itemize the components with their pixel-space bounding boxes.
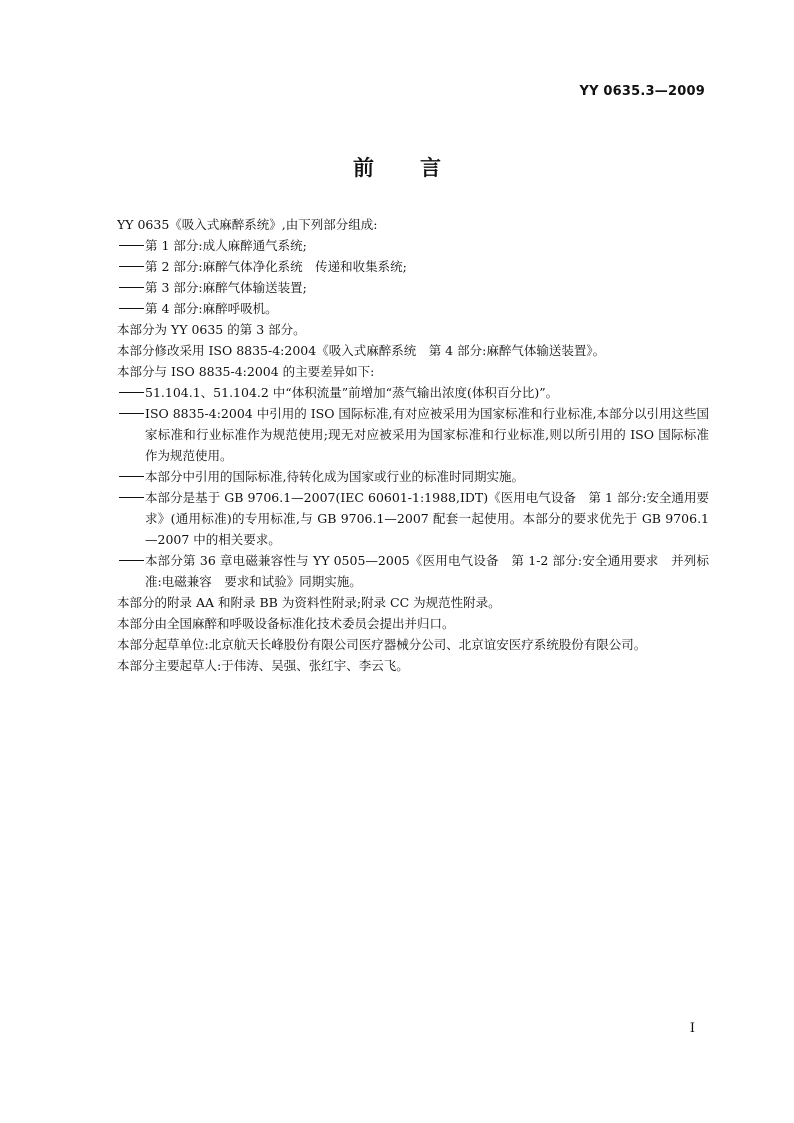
proposed-by-paragraph: 本部分由全国麻醉和呼吸设备标准化技术委员会提出并归口。: [117, 616, 455, 631]
page-number: I: [689, 1021, 695, 1036]
em-dash-marker: [117, 550, 145, 571]
em-dash-marker: [117, 256, 145, 277]
em-dash-marker: [117, 403, 145, 424]
part-list-item-text: 第 4 部分:麻醉呼吸机。: [145, 301, 278, 316]
difference-list-item-text: 本部分中引用的国际标准,待转化成为国家或行业的标准时同期实施。: [145, 469, 524, 484]
differences-intro-paragraph: 本部分与 ISO 8835-4:2004 的主要差异如下:: [117, 364, 375, 379]
em-dash-marker: [117, 466, 145, 487]
foreword-body: [117, 214, 709, 676]
this-part-paragraph: 本部分为 YY 0635 的第 3 部分。: [117, 322, 306, 337]
document-code: YY 0635.3—2009: [579, 84, 705, 99]
part-list-item: [117, 256, 709, 277]
difference-list-item: [117, 403, 709, 466]
em-dash-marker: [117, 235, 145, 256]
drafting-units-paragraph: 本部分起草单位:北京航天长峰股份有限公司医疗器械分公司、北京谊安医疗系统股份有限公司。: [117, 637, 647, 652]
annexes-paragraph: 本部分的附录 AA 和附录 BB 为资料性附录;附录 CC 为规范性附录。: [117, 595, 501, 610]
em-dash-marker: [117, 298, 145, 319]
intro-paragraph: YY 0635《吸入式麻醉系统》,由下列部分组成:: [117, 217, 378, 232]
difference-list-item: [117, 466, 709, 487]
difference-list-item: [117, 487, 709, 550]
part-list-item-text: 第 2 部分:麻醉气体净化系统 传递和收集系统;: [145, 259, 407, 274]
page-title: 前言: [353, 156, 487, 180]
part-list-item: [117, 235, 709, 256]
part-list-item: [117, 277, 709, 298]
difference-list-item-text: 51.104.1、51.104.2 中“体积流量”前增加“蒸气输出浓度(体积百分比)”。: [145, 385, 559, 400]
em-dash-marker: [117, 487, 145, 508]
part-list-item-text: 第 1 部分:成人麻醉通气系统;: [145, 238, 307, 253]
drafters-paragraph: 本部分主要起草人:于伟涛、吴强、张红宇、李云飞。: [117, 658, 409, 673]
difference-list-item: [117, 550, 709, 592]
part-list-item: [117, 298, 709, 319]
part-list-item-text: 第 3 部分:麻醉气体输送装置;: [145, 280, 307, 295]
difference-list-item: [117, 382, 709, 403]
difference-list-item-text: 本部分是基于 GB 9706.1—2007(IEC 60601-1:1988,IDT)《医用电气设备 第 1 部分:安全通用要求》(通用标准)的专用标准,与 GB 9706.1—2007 配套一起使用。本部分的要求优先于 GB 9706.1—2007 中的相关要求。: [145, 490, 709, 547]
em-dash-marker: [117, 382, 145, 403]
difference-list-item-text: ISO 8835-4:2004 中引用的 ISO 国际标准,有对应被采用为国家标准和行业标准,本部分以引用这些国家标准和行业标准作为规范使用;现无对应被采用为国家标准和行业标准,则以所引用的 ISO 国际标准作为规范使用。: [145, 406, 709, 463]
difference-list-item-text: 本部分第 36 章电磁兼容性与 YY 0505—2005《医用电气设备 第 1-2 部分:安全通用要求 并列标准:电磁兼容 要求和试验》同期实施。: [145, 553, 709, 589]
adoption-paragraph: 本部分修改采用 ISO 8835-4:2004《吸入式麻醉系统 第 4 部分:麻醉气体输送装置》。: [117, 343, 606, 358]
em-dash-marker: [117, 277, 145, 298]
